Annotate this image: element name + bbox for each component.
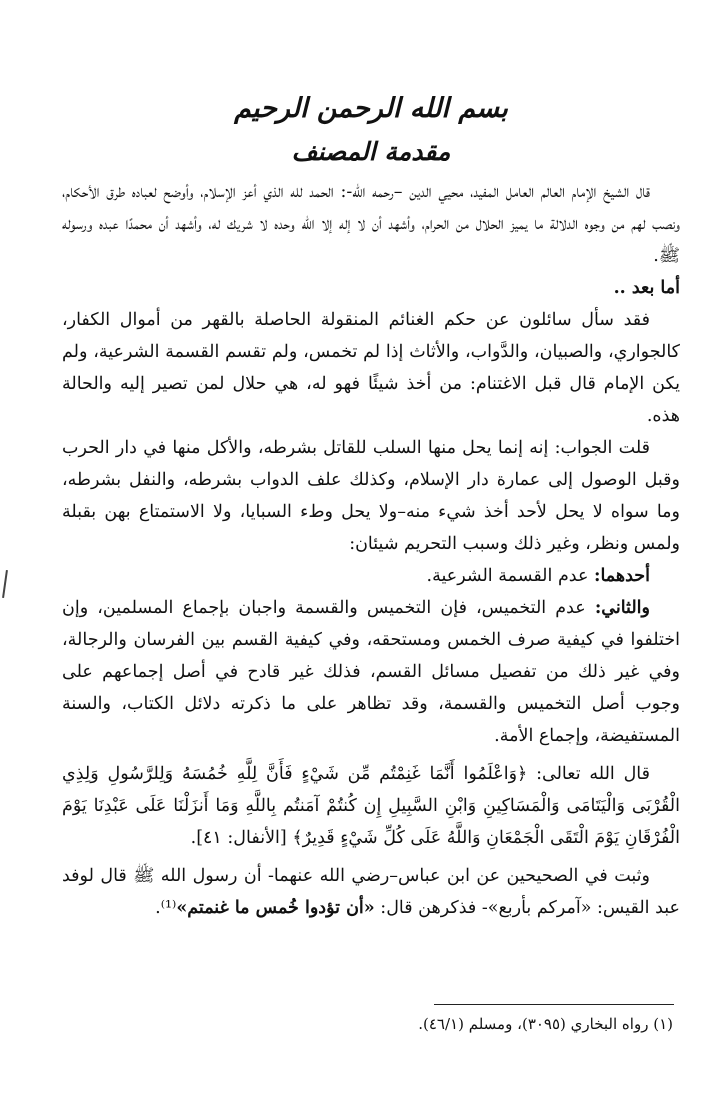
second-reason-label: والثاني: <box>594 598 650 618</box>
amma-bad: أما بعد .. <box>613 278 680 298</box>
hadith-paragraph <box>62 860 680 924</box>
basmala-heading: بسم الله الرحمن الرحيم <box>234 93 508 124</box>
second-reason <box>62 592 680 752</box>
hadith-quote: «أن تؤدوا خُمس ما غنمتم» <box>176 898 375 918</box>
footnote: (١) رواه البخاري (٣٠٩٥)، ومسلم (٤٦/١). <box>418 1015 673 1033</box>
footnote-marker: ⁽¹⁾. <box>155 898 177 918</box>
quran-paragraph <box>62 758 680 854</box>
first-reason-label: أحدهما: <box>593 566 650 586</box>
first-reason <box>62 560 680 592</box>
verse-reference: [الأنفال: ٤١]. <box>190 828 293 848</box>
document-page <box>62 88 680 924</box>
footnote-divider <box>434 1004 674 1005</box>
hadith-intro: وثبت في الصحيحين عن ابن عباس–رضي الله عنهما- أن رسول الله ﷺ قال لوفد عبد القيس: «آمركم بأربع»- فذكرهن قال: <box>62 866 680 918</box>
chapter-title: مقدمة المصنف <box>291 137 451 166</box>
verse-intro: قال الله تعالى: <box>527 764 650 784</box>
quran-verse: ﴿وَاعْلَمُوا أَنَّمَا غَنِمْتُم مِّن شَيْءٍ فَأَنَّ لِلَّهِ خُمُسَهُ وَلِلرَّسُولِ وَلِذِي الْقُرْبَى وَالْيَتَامَى وَالْمَسَاكِينِ وَابْنِ السَّبِيلِ إِن كُنتُمْ آمَنتُم بِاللَّهِ وَمَا أَنزَلْنَا عَلَى عَبْدِنَا يَوْمَ الْفُرْقَانِ يَوْمَ الْتَقَى الْجَمْعَانِ وَاللَّهُ عَلَى كُلِّ شَيْءٍ قَدِيرٌ﴾ <box>62 764 680 848</box>
question-paragraph: فقد سأل سائلون عن حكم الغنائم المنقولة الحاصلة بالقهر من أموال الكفار، كالجواري، والصبيان، والدَّواب، والأثاث إذا لم تخمس، ولم تقسم القسمة الشرعية، ولم يكن الإمام قال قبل الاغتنام: من أخذ شيئًا فهو له، هي حلال لمن تصير إليه والحالة هذه. <box>62 310 680 426</box>
margin-mark <box>2 570 8 598</box>
second-reason-text: عدم التخميس، فإن التخميس والقسمة واجبان بإجماع المسلمين، وإن اختلفوا في كيفية صرف الخمس ومستحقه، وفي كيفية القسم بين الفرسان والرجالة، وفي غير ذلك من تفصيل مسائل القسم، فذلك غير قادح في أصل إجماعهم على وجوب أصل التخميس والقسمة، وقد تظاهر على ما ذكرته دلائل الكتاب، والسنة المستفيضة، وإجماع الأمة. <box>62 598 680 746</box>
first-reason-text: عدم القسمة الشرعية. <box>426 566 594 586</box>
opening-paragraph: قال الشيخ الإمام العالم العامل المفيد، محيي الدين –رحمه الله-: الحمد لله الذي أعز الإسلام، وأوضح لعباده طرق الأحكام، ونصب لهم من وجوه الدلالة ما يميز الحلال من الحرام، وأشهد أن لا إله إلا الله وحده لا شريك له، وأشهد أن محمدًا عبده ورسوله ﷺ. <box>62 182 680 266</box>
answer-paragraph: قلت الجواب: إنه إنما يحل منها السلب للقاتل بشرطه، والأكل منها في دار الحرب وقبل الوصول إلى عمارة دار الإسلام، وكذلك علف الدواب بشرطه، والنفل بشرطه، وما سواه لا يحل لأحد أخذ شيء منه–ولا يحل وطء السبايا، ولا الاستمتاع بهن بقبلة ولمس ونظر، وغير ذلك وسبب التحريم شيئان: <box>62 438 680 554</box>
